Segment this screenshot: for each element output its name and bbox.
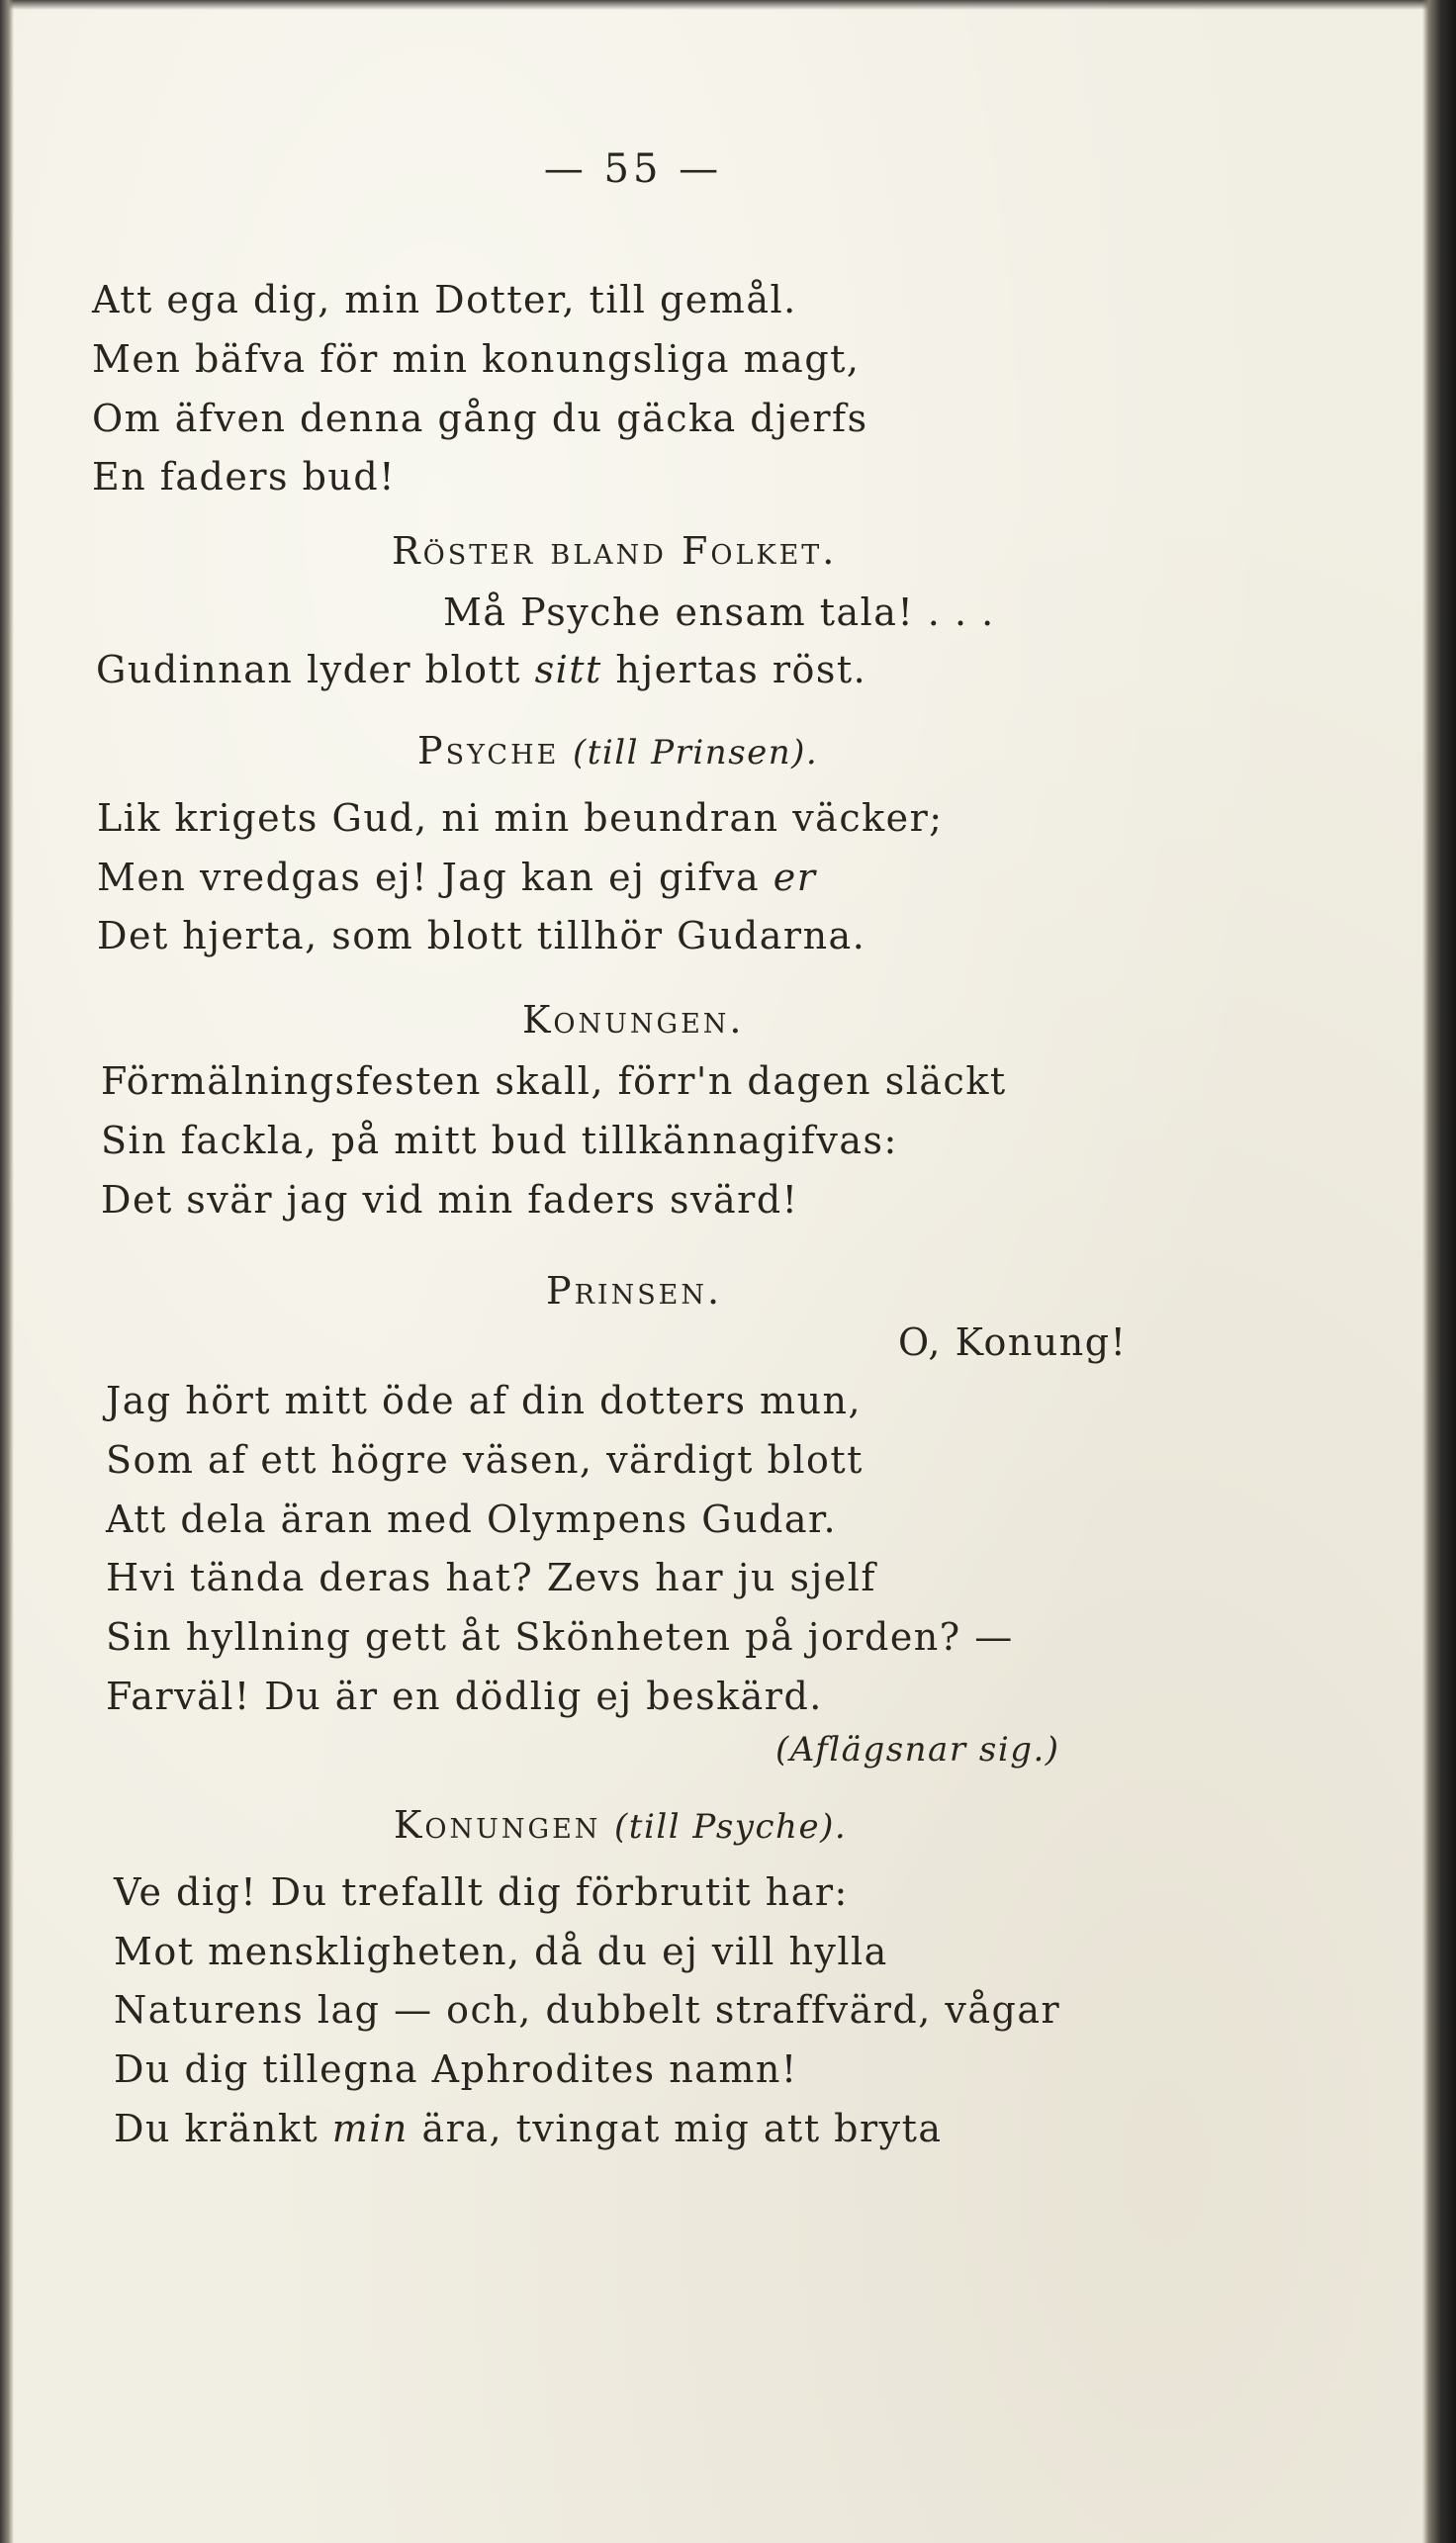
verse-line: Ve dig! Du trefallt dig förbrutit har:: [114, 1870, 849, 1914]
scan-edge-top: [0, 0, 1456, 10]
stage-direction: (till Prinsen).: [572, 733, 819, 772]
verse-line: Farväl! Du är en dödlig ej beskärd.: [106, 1675, 823, 1718]
verse-line: Mot menskligheten, då du ej vill hylla: [114, 1930, 888, 1973]
verse-line: Hvi tända deras hat? Zevs har ju sjelf: [106, 1556, 876, 1599]
verse-line: Lik krigets Gud, ni min beundran väcker;: [97, 796, 944, 840]
emphasis: sitt: [534, 648, 602, 691]
verse-line: Sin hyllning gett åt Skönheten på jorden? —: [106, 1615, 1014, 1659]
stage-direction: (till Psyche).: [614, 1807, 848, 1847]
verse-line: Som af ett högre väsen, värdigt blott: [106, 1438, 864, 1482]
verse-line: Sin fackla, på mitt bud tillkännagifvas:: [101, 1119, 898, 1162]
verse-line: Men bäfva för min konungsliga magt,: [92, 337, 861, 381]
verse-line: Att dela äran med Olympens Gudar.: [106, 1498, 838, 1541]
verse-line: Att ega dig, min Dotter, till gemål.: [92, 278, 797, 321]
verse-line: O, Konung!: [898, 1320, 1128, 1364]
verse-line: Det hjerta, som blott tillhör Gudarna.: [97, 914, 866, 957]
verse-line: Du kränkt min ära, tvingat mig att bryta: [114, 2107, 943, 2150]
verse-line: Om äfven denna gång du gäcka djerfs: [92, 397, 868, 440]
speaker-heading: Röster bland Folket.: [392, 529, 838, 573]
verse-line: En faders bud!: [92, 455, 396, 499]
emphasis: er: [773, 856, 817, 899]
stage-direction: (Aflägsnar sig.): [775, 1730, 1060, 1770]
emphasis: min: [331, 2107, 409, 2150]
speaker-heading: Konungen.: [522, 998, 745, 1042]
scan-edge-left: [0, 0, 14, 2543]
page-number: — 55 —: [543, 146, 723, 192]
verse-line: Förmälningsfesten skall, förr'n dagen släckt: [101, 1059, 1007, 1103]
scan-edge-right: [1422, 0, 1456, 2543]
verse-line: Men vredgas ej! Jag kan ej gifva er: [97, 856, 817, 899]
speaker-heading: Psyche (till Prinsen).: [417, 729, 819, 772]
verse-line: Gudinnan lyder blott sitt hjertas röst.: [96, 648, 867, 691]
verse-line: Må Psyche ensam tala! . . .: [443, 590, 995, 634]
verse-line: Naturens lag — och, dubbelt straffvärd, vågar: [114, 1988, 1061, 2032]
speaker-heading: Konungen (till Psyche).: [394, 1803, 848, 1847]
speaker-heading: Prinsen.: [546, 1269, 723, 1313]
verse-line: Jag hört mitt öde af din dotters mun,: [106, 1379, 863, 1422]
verse-line: Du dig tillegna Aphrodites namn!: [114, 2047, 798, 2091]
verse-line: Det svär jag vid min faders svärd!: [101, 1178, 799, 1222]
